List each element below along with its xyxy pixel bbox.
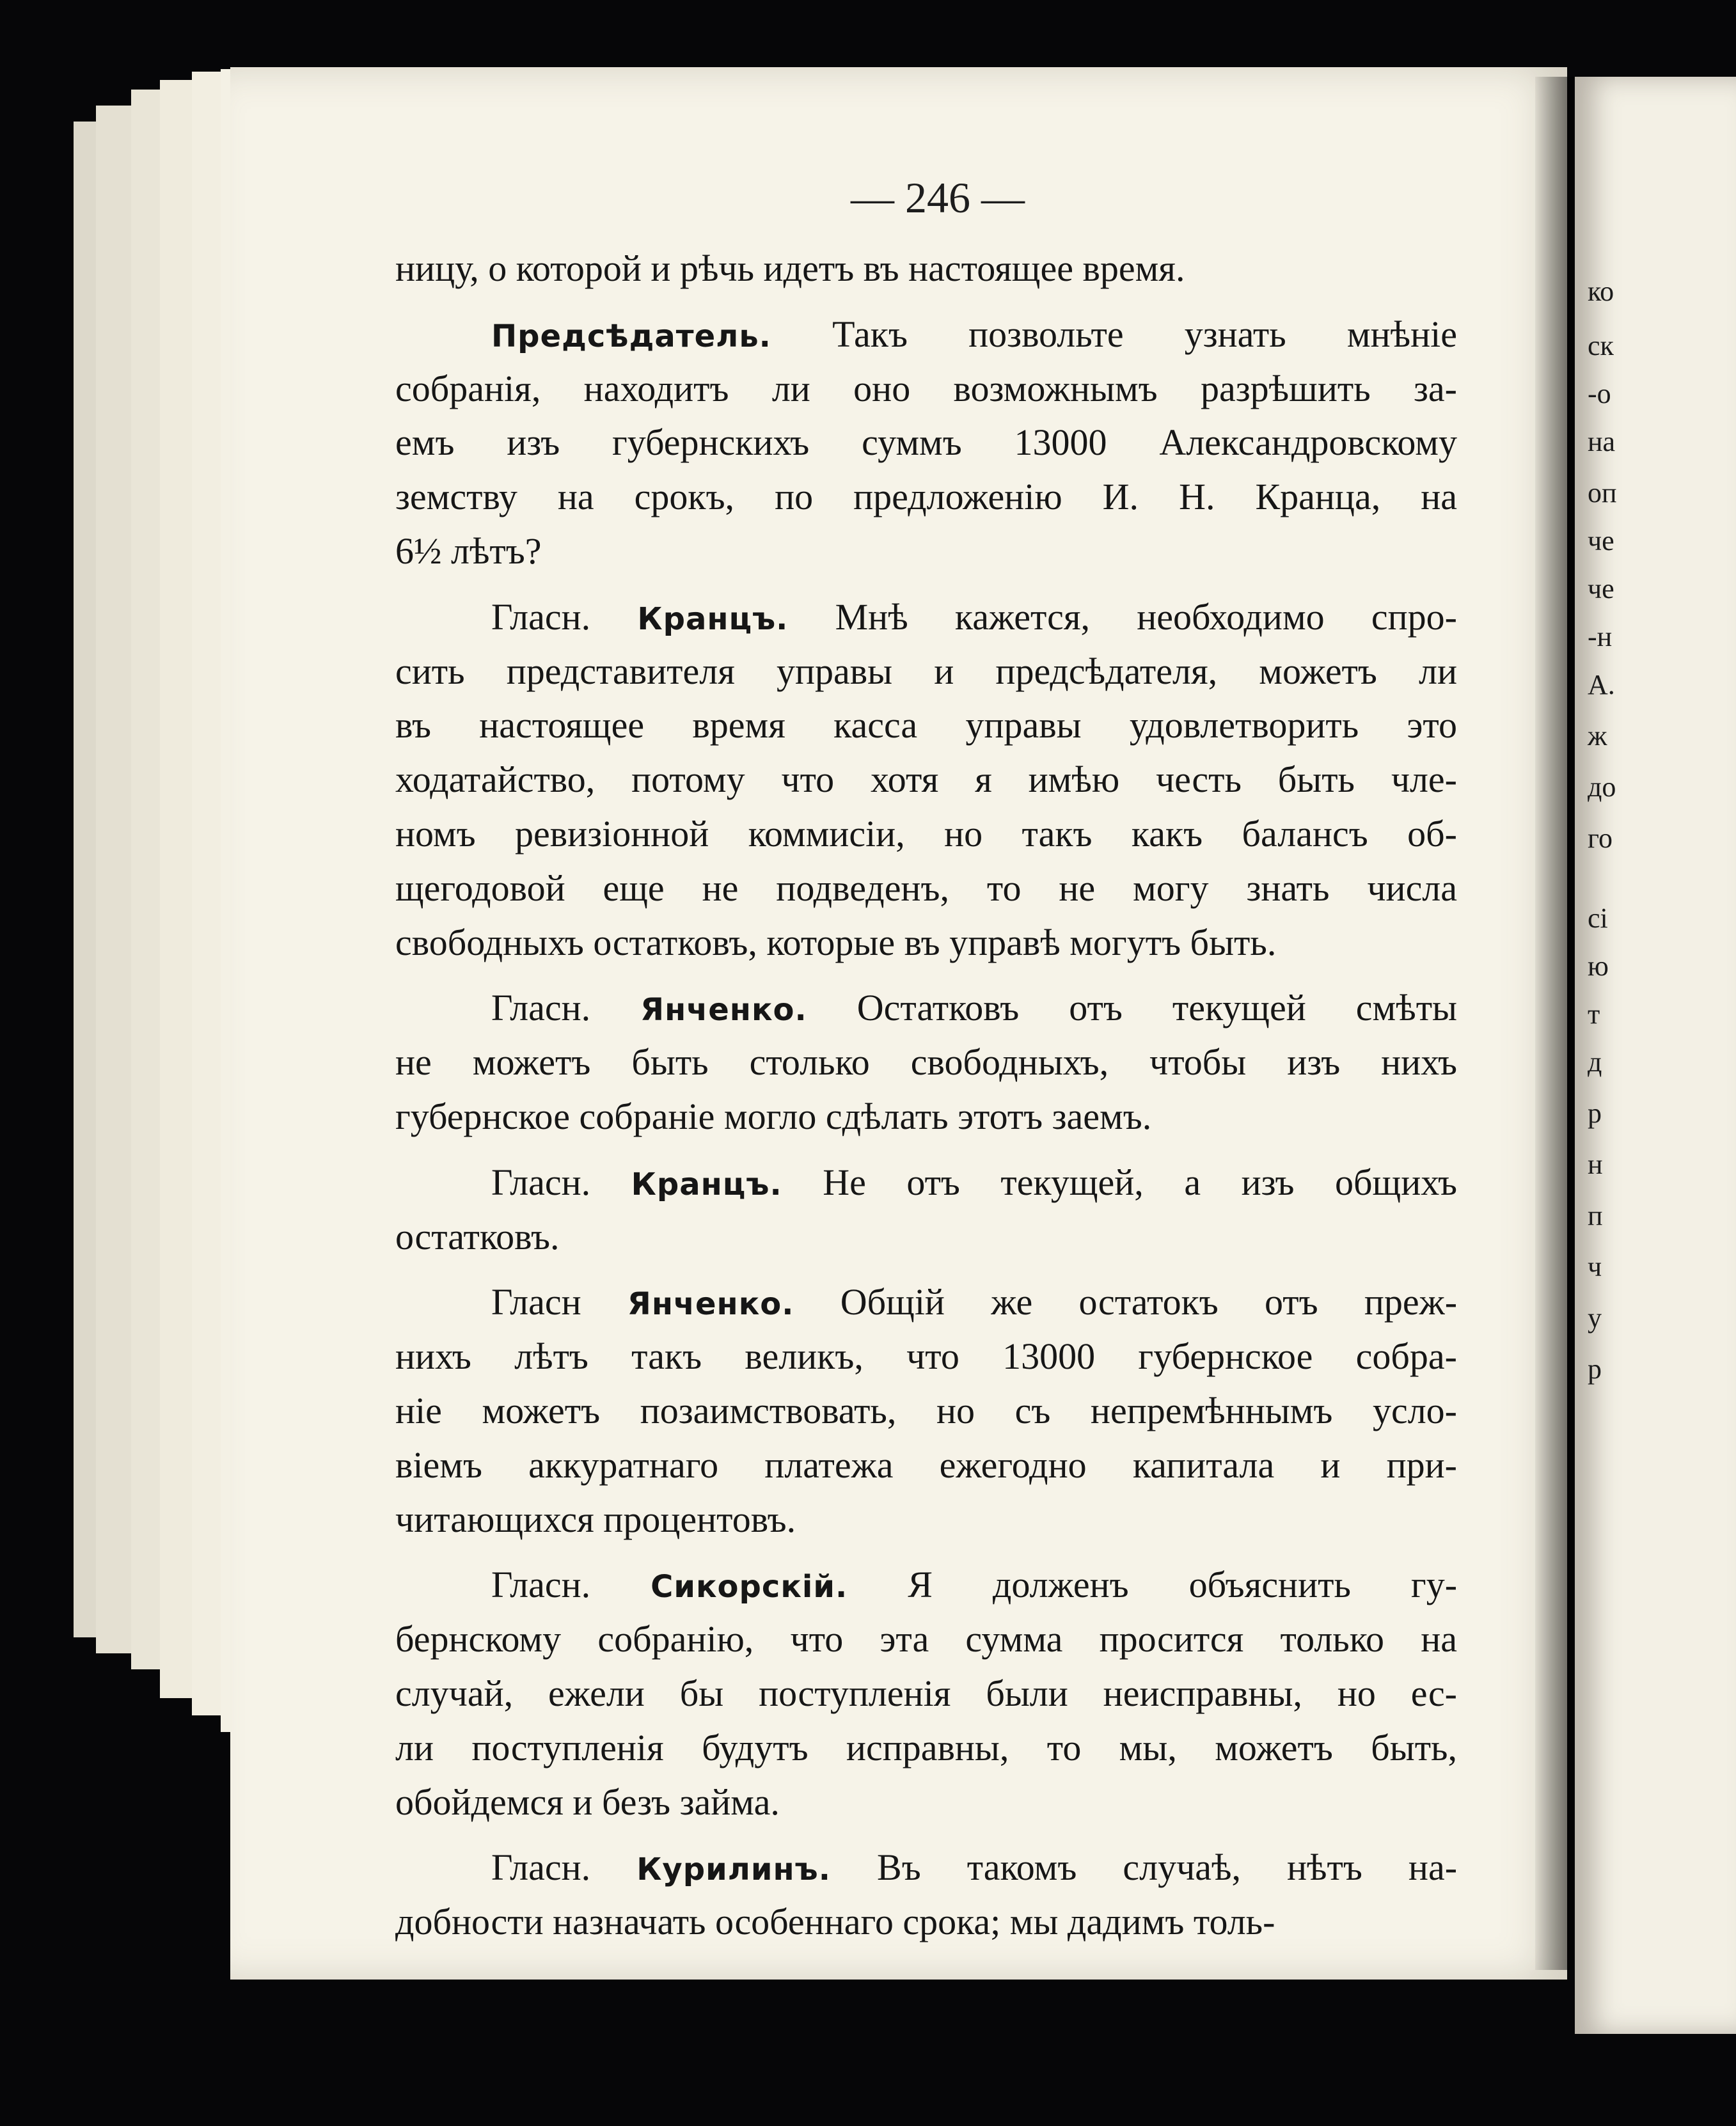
line-text: Остатковъ отъ текущей смѣты (856, 987, 1458, 1029)
speaker-name: Курилинъ. (636, 1852, 831, 1888)
line-text: въ настоящее время касса управы удовлетворить это (395, 704, 1457, 746)
text-line (395, 1612, 1457, 1667)
speaker-name: Кранцъ. (637, 601, 789, 637)
speaker-name: Янченко. (640, 992, 807, 1028)
line-text: случай, ежели бы поступленія были неисправны, но ес- (395, 1672, 1457, 1714)
line-text: ходатайство, потому что хотя я имѣю честь быть чле- (395, 759, 1457, 801)
text-line (395, 807, 1457, 862)
facing-page-fragment: ж (1588, 720, 1607, 752)
speaker-prefix: Гласн. (491, 1161, 591, 1203)
facing-page-fragment: че (1588, 525, 1614, 556)
text-line (395, 1776, 1457, 1830)
line-text: бернскому собранію, что эта сумма просится только на (395, 1618, 1457, 1660)
paragraph-gap (395, 970, 1457, 981)
text-line (395, 1090, 1457, 1144)
text-line (395, 1667, 1457, 1721)
facing-page-fragment: А. (1588, 669, 1615, 700)
text-line (395, 1895, 1457, 1949)
line-text: ницу, о которой и рѣчь идетъ въ настоящее время. (395, 248, 1185, 289)
line-text: віемъ аккуратнаго платежа ежегодно капитала и при- (395, 1444, 1457, 1486)
text-line (395, 1035, 1457, 1090)
facing-page-fragment: т (1588, 998, 1600, 1030)
line-text: Такъ позвольте узнать мнѣніе (832, 313, 1457, 355)
facing-page-fragment: -о (1588, 378, 1611, 409)
facing-page (1575, 77, 1736, 2034)
line-text: остатковъ. (395, 1215, 560, 1257)
text-line (395, 1156, 1457, 1210)
book-gutter (1535, 77, 1574, 1970)
line-text: Общій же остатокъ отъ преж- (840, 1281, 1458, 1323)
facing-page-fragment: д (1588, 1046, 1602, 1078)
line-text: добности назначать особеннаго срока; мы дадимъ толь- (395, 1901, 1275, 1943)
text-line (395, 470, 1457, 524)
line-text: нихъ лѣтъ такъ великъ, что 13000 губернское собра- (395, 1335, 1457, 1378)
line-text: Не отъ текущей, а изъ общихъ (823, 1161, 1458, 1203)
facing-page-fragment: р (1588, 1098, 1602, 1129)
speaker-name: Кранцъ. (631, 1166, 782, 1202)
paragraph-gap (395, 1264, 1457, 1275)
paragraph-gap (395, 1829, 1457, 1841)
line-text: ли поступленія будутъ исправны, то мы, можетъ быть, (395, 1726, 1457, 1768)
text-line (395, 753, 1457, 807)
line-text: читающихся процентовъ. (395, 1498, 796, 1540)
speaker-prefix: Гласн. (491, 1564, 591, 1606)
line-text: сить представителя управы и предсѣдателя, можетъ ли (395, 650, 1457, 692)
facing-page-fragment: че (1588, 573, 1614, 604)
text-line (395, 698, 1457, 753)
line-text: собранія, находитъ ли оно возможнымъ разрѣшить за- (395, 367, 1457, 409)
speaker-prefix: Гласн. (491, 987, 591, 1029)
text-line (395, 1275, 1457, 1330)
facing-page-fragment: ко (1588, 276, 1614, 307)
facing-page-fragment: ч (1588, 1251, 1602, 1282)
text-line (395, 645, 1457, 699)
text-line (395, 1721, 1457, 1776)
facing-page-fragment: у (1588, 1302, 1602, 1334)
facing-page-fragment: до (1588, 771, 1616, 803)
line-text: обойдемся и безъ займа. (395, 1781, 780, 1823)
text-line (395, 1330, 1457, 1384)
facing-page-fragment: сі (1588, 902, 1608, 934)
text-line (395, 916, 1457, 970)
speaker-name: Предсѣдатель. (491, 318, 771, 354)
line-text: Я долженъ объяснить гу- (908, 1564, 1458, 1606)
page-number: — 246 — (851, 173, 1025, 222)
text-line (395, 1438, 1457, 1493)
line-text: ніе можетъ позаимствовать, но съ непремѣннымъ усло- (395, 1389, 1457, 1431)
speaker-prefix: Гласн. (491, 595, 591, 638)
facing-page-fragment: -н (1588, 621, 1613, 652)
facing-page-fragment: н (1588, 1149, 1603, 1180)
speaker-prefix: Гласн. (491, 1846, 591, 1889)
line-text: не можетъ быть столько свободныхъ, чтобы изъ нихъ (395, 1041, 1457, 1083)
paragraph-gap (395, 1547, 1457, 1558)
line-text: номъ ревизіонной коммисіи, но такъ какъ балансъ об- (395, 812, 1457, 854)
line-text: Мнѣ кажется, необходимо спро- (835, 595, 1457, 638)
line-text: емъ изъ губернскихъ суммъ 13000 Александровскому (395, 421, 1457, 464)
text-line (395, 590, 1457, 645)
text-line (395, 524, 1457, 579)
text-line (395, 308, 1457, 362)
paragraph-gap (395, 579, 1457, 590)
text-line (395, 1493, 1457, 1547)
facing-page-fragment: на (1588, 426, 1616, 457)
facing-page-fragment: п (1588, 1200, 1603, 1231)
facing-page-fragment: ю (1588, 950, 1609, 982)
text-line (395, 242, 1457, 296)
facing-page-fragment: оп (1588, 477, 1617, 508)
line-text: земству на срокъ, по предложенію И. Н. Кранца, на (395, 476, 1457, 518)
line-text: Въ такомъ случаѣ, нѣтъ на- (877, 1846, 1458, 1889)
text-line (395, 362, 1457, 416)
text-line (395, 981, 1457, 1035)
line-text: 6½ лѣтъ? (395, 530, 542, 572)
line-text: губернское собраніе могло сдѣлать этотъ заемъ. (395, 1095, 1152, 1137)
paragraph-gap (395, 1144, 1457, 1156)
speaker-prefix: Гласн (491, 1281, 581, 1323)
text-line (395, 416, 1457, 470)
text-line (395, 1558, 1457, 1612)
speaker-name: Сикорскій. (651, 1569, 848, 1605)
speaker-name: Янченко. (627, 1286, 794, 1323)
paragraph-gap (395, 296, 1457, 308)
facing-page-fragment: ск (1588, 330, 1614, 361)
facing-page-fragment: р (1588, 1353, 1602, 1385)
text-line (395, 1210, 1457, 1264)
facing-page-fragment: го (1588, 823, 1613, 854)
text-line (395, 862, 1457, 916)
page-body (395, 242, 1457, 1949)
line-text: щегодовой еще не подведенъ, то не могу знать числа (395, 867, 1457, 909)
text-line (395, 1384, 1457, 1438)
text-line (395, 1841, 1457, 1895)
line-text: свободныхъ остатковъ, которые въ управѣ могутъ быть. (395, 921, 1277, 963)
